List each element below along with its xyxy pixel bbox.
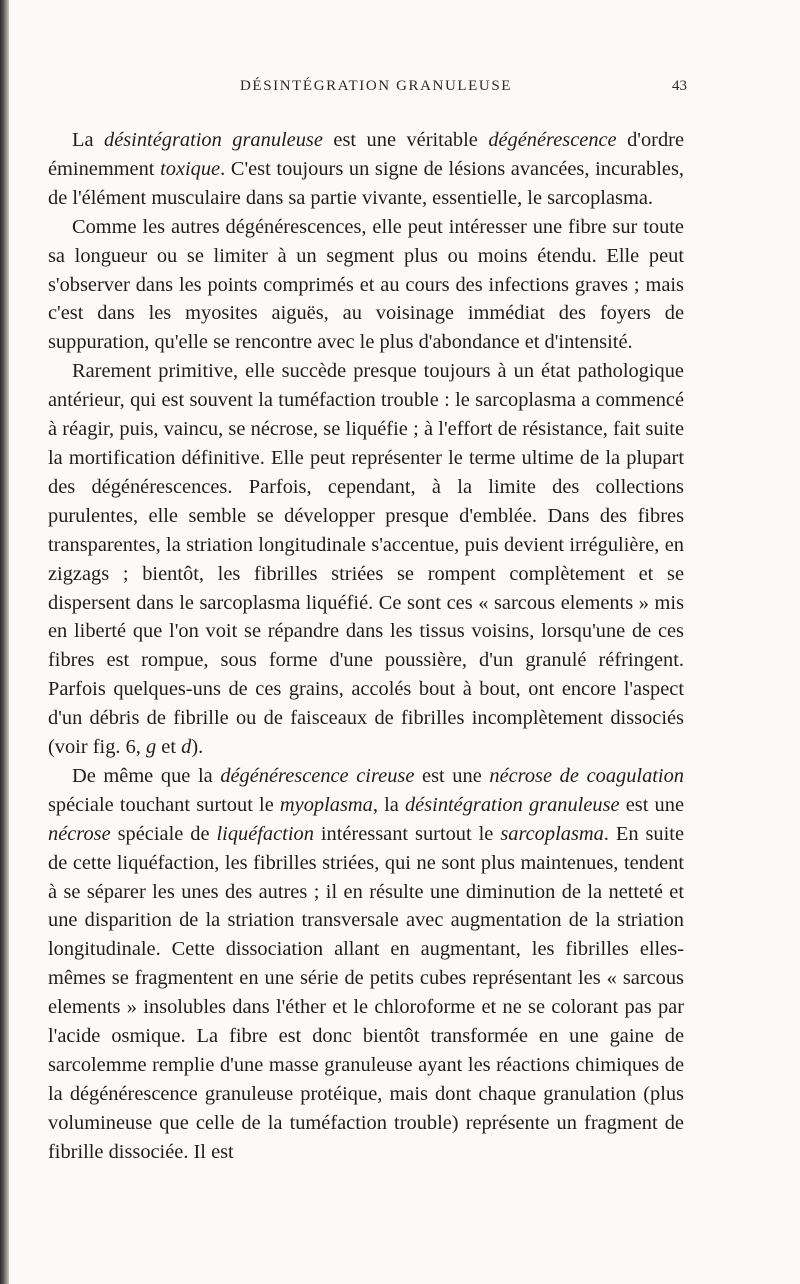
page-number: 43 <box>672 78 687 94</box>
running-head <box>0 72 800 100</box>
text-run: spéciale touchant surtout le <box>48 793 280 816</box>
italic-run: désintégration granuleuse <box>404 793 620 816</box>
paragraph <box>48 357 684 762</box>
text-run: , la <box>372 793 405 816</box>
text-run: d'ordre éminemment <box>48 129 685 180</box>
text-run: Comme les autres dégénérescences, elle peut intéresser une fibre sur toute sa longueur ou se limiter à un segment plus ou moins étendu. Elle peut s'observer dans les points comprimés et au cours des infections graves ; mais c'est dans les myosites aiguës, au voisinage immédiat des foyers de suppuration, qu'elle se rencontre avec le plus d'abondance et d'intensité. <box>48 215 684 354</box>
italic-run: dégénérescence <box>488 129 617 151</box>
italic-run: nécrose de coagulation <box>489 764 684 787</box>
text-run: intéressant surtout le <box>313 822 501 845</box>
paragraph <box>48 213 684 358</box>
text-run: est une véritable <box>322 129 489 151</box>
paragraph <box>48 762 684 1167</box>
italic-run: sarcoplasma <box>500 822 604 845</box>
italic-run: toxique <box>160 157 221 180</box>
text-run: . En suite de cette liquéfaction, les fibrilles striées, qui ne sont plus maintenues, tendent à se séparer les unes des autres ; il en résulte une diminution de la netteté et une disparition de la striation transversale avec augmentation de la striation longitudinale. Cette dissociation allant en augmentant, les fibrilles elles-mêmes se fragmentent en une série de petits cubes représentant les « sarcous elements » insolubles dans l'éther et le chloroforme et ne se colorant pas par l'acide osmique. La fibre est donc bientôt transformée en une gaine de sarcolemme remplie d'une masse granuleuse ayant les réactions chimiques de la dégénérescence granuleuse protéique, mais dont chaque granulation (plus volumineuse que celle de la tuméfaction trouble) représente un fragment de fibrille dissociée. Il est <box>48 822 684 1163</box>
text-run: spéciale de <box>110 822 217 845</box>
text-run: est une <box>619 793 684 816</box>
text-run: Rarement primitive, elle succède presque toujours à un état pathologique antérieur, qui est souvent la tuméfaction trouble : le sarcoplasma a commencé à réagir, puis, vaincu, se nécrose, se liquéfie ; à l'effort de résistance, fait suite la mortification définitive. Elle peut représenter le terme ultime de la plupart des dégénérescences. Parfois, cependant, à la limite des collections purulentes, elle semble se développer presque d'emblée. Dans des fibres transparentes, la striation longitudinale s'accentue, puis devient irrégulière, en zigzags ; bientôt, les fibrilles striées se rompent complètement et se dispersent dans le sarcoplasma liquéfié. Ce sont ces « sarcous elements » mis en liberté que l'on voit se répandre dans les tissus voisins, lorsqu'une de ces fibres est rompue, sous forme d'une poussière, d'un granulé réfringent. Parfois quelques-uns de ces grains, accolés bout à bout, ont encore l'aspect d'un débris de fibrille ou de faisceaux de fibrilles incomplètement dissociés (voir fig. 6, <box>48 360 684 759</box>
text-run: . C'est toujours un signe de lésions avancées, incurables, de l'élément musculaire dans sa partie vivante, essentielle, le sarcoplasma. <box>48 157 684 209</box>
italic-run: désintégration granuleuse <box>104 129 323 151</box>
italic-run: liquéfaction <box>216 822 314 845</box>
text-run: La <box>72 129 104 151</box>
body-text <box>48 126 684 1167</box>
text-run: et <box>156 736 182 759</box>
italic-run: d <box>181 736 192 759</box>
italic-run: dégénérescence cireuse <box>220 764 415 787</box>
text-run: est une <box>414 764 490 787</box>
text-run: ). <box>191 736 204 759</box>
italic-run: g <box>145 736 157 759</box>
page-binding-edge <box>0 0 9 1284</box>
text-run: De même que la <box>72 764 221 787</box>
running-title: DÉSINTÉGRATION GRANULEUSE <box>240 78 513 94</box>
italic-run: myoplasma <box>279 793 373 816</box>
italic-run: nécrose <box>48 822 111 845</box>
paragraph <box>48 126 684 213</box>
